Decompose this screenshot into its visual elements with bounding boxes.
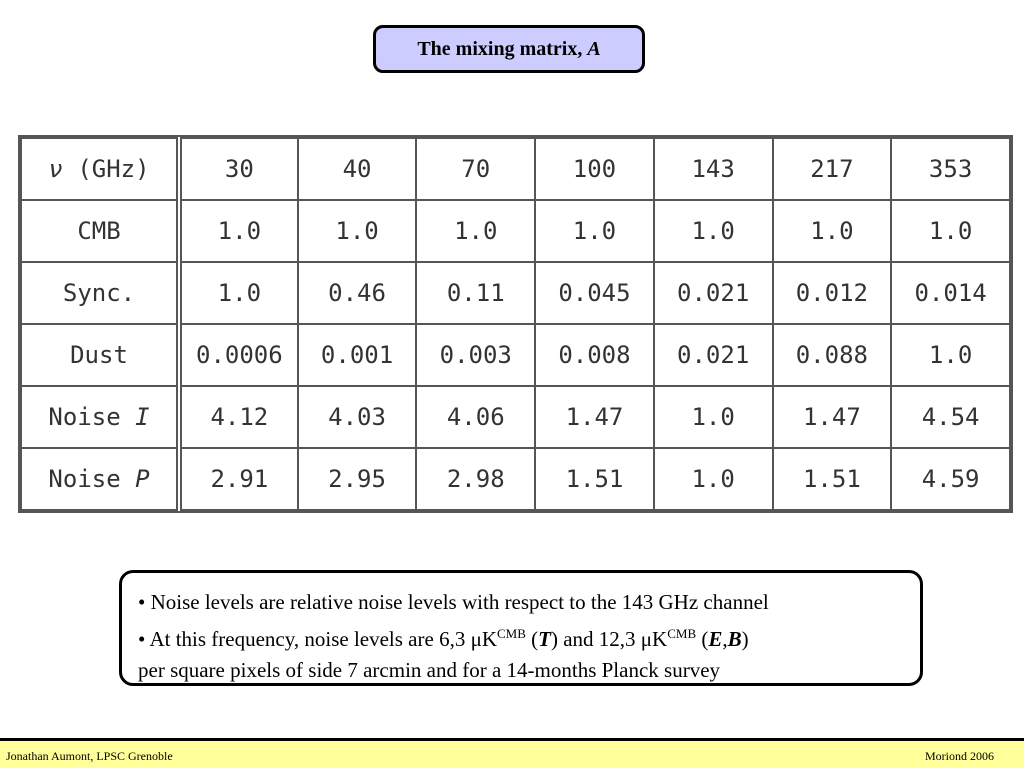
row-label-var: I bbox=[135, 403, 150, 431]
table-cell: 0.008 bbox=[535, 324, 654, 386]
slide-title-symbol: A bbox=[587, 37, 601, 60]
note-line-2-a: • At this frequency, noise levels are 6,3 μK bbox=[138, 627, 497, 651]
frequency-cell: 40 bbox=[298, 138, 417, 200]
table-cell: 0.11 bbox=[416, 262, 535, 324]
table-cell: 4.59 bbox=[891, 448, 1010, 510]
table-cell: 0.045 bbox=[535, 262, 654, 324]
table-cell: 0.003 bbox=[416, 324, 535, 386]
frequency-cell: 143 bbox=[654, 138, 773, 200]
note-line-2-e: ) bbox=[741, 627, 749, 651]
table-cell: 4.54 bbox=[891, 386, 1010, 448]
table-cell: 1.0 bbox=[891, 200, 1010, 262]
note-line-3: per square pixels of side 7 arcmin and for a 14-months Planck survey bbox=[138, 658, 721, 682]
row-label: CMB bbox=[77, 217, 121, 245]
note-line-2-c: ) and 12,3 μK bbox=[550, 627, 668, 651]
row-label: Noise bbox=[48, 403, 136, 431]
slide-title-text: The mixing matrix, bbox=[417, 37, 583, 60]
frequency-cell: 217 bbox=[773, 138, 892, 200]
table-cell: 2.95 bbox=[298, 448, 417, 510]
frequency-cell: 353 bbox=[891, 138, 1010, 200]
footer-event: Moriond 2006 bbox=[925, 749, 994, 763]
table-cell: 0.001 bbox=[298, 324, 417, 386]
note-symbol-e: E bbox=[708, 627, 723, 651]
note-cmb-superscript-1: CMB bbox=[497, 626, 526, 641]
mixing-matrix-table bbox=[20, 137, 1011, 511]
row-label-var: P bbox=[135, 465, 150, 493]
table-cell: 1.0 bbox=[416, 200, 535, 262]
table-row bbox=[21, 448, 1010, 510]
footer-bar bbox=[0, 738, 1024, 768]
note-line-2 bbox=[138, 618, 904, 655]
table-cell: 0.0006 bbox=[179, 324, 298, 386]
frequency-cell: 70 bbox=[416, 138, 535, 200]
note-symbol-b: B bbox=[727, 627, 742, 651]
header-label-cell bbox=[21, 138, 179, 200]
table-cell: 1.0 bbox=[179, 200, 298, 262]
note-line-1: • Noise levels are relative noise levels with respect to the 143 GHz channel bbox=[138, 590, 769, 614]
table-cell: 4.12 bbox=[179, 386, 298, 448]
table-cell: 0.021 bbox=[654, 324, 773, 386]
header-label-var: ν bbox=[48, 155, 63, 183]
table-row bbox=[21, 200, 1010, 262]
row-label-cell bbox=[21, 262, 179, 324]
table-cell: 1.0 bbox=[179, 262, 298, 324]
note-symbol-t: T bbox=[538, 627, 551, 651]
table-cell: 0.021 bbox=[654, 262, 773, 324]
table-row bbox=[21, 324, 1010, 386]
slide-title bbox=[373, 25, 645, 73]
notes-box bbox=[119, 570, 923, 686]
table-header-row bbox=[21, 138, 1010, 200]
table-cell: 1.0 bbox=[654, 386, 773, 448]
table-cell: 0.088 bbox=[773, 324, 892, 386]
note-line-2-b: ( bbox=[525, 627, 539, 651]
table-cell: 1.51 bbox=[773, 448, 892, 510]
table-row bbox=[21, 262, 1010, 324]
table-cell: 0.012 bbox=[773, 262, 892, 324]
table-cell: 1.47 bbox=[535, 386, 654, 448]
table-cell: 4.06 bbox=[416, 386, 535, 448]
row-label: Dust bbox=[70, 341, 128, 369]
table-cell: 1.47 bbox=[773, 386, 892, 448]
footer-author: Jonathan Aumont, LPSC Grenoble bbox=[6, 749, 173, 763]
table-cell: 4.03 bbox=[298, 386, 417, 448]
frequency-cell: 100 bbox=[535, 138, 654, 200]
table-cell: 2.91 bbox=[179, 448, 298, 510]
table-cell: 1.0 bbox=[654, 448, 773, 510]
note-line-2-d: ( bbox=[696, 627, 709, 651]
row-label-cell bbox=[21, 386, 179, 448]
row-label-cell bbox=[21, 324, 179, 386]
table-cell: 1.51 bbox=[535, 448, 654, 510]
header-label-unit: (GHz) bbox=[62, 155, 150, 183]
row-label-cell bbox=[21, 448, 179, 510]
row-label: Noise bbox=[48, 465, 136, 493]
table-cell: 0.46 bbox=[298, 262, 417, 324]
mixing-matrix-table-container bbox=[20, 137, 1011, 508]
note-cmb-superscript-2: CMB bbox=[667, 626, 697, 641]
table-cell: 1.0 bbox=[654, 200, 773, 262]
note-comma: , bbox=[722, 627, 728, 651]
table-cell: 1.0 bbox=[535, 200, 654, 262]
row-label-cell bbox=[21, 200, 179, 262]
table-cell: 1.0 bbox=[298, 200, 417, 262]
table-cell: 2.98 bbox=[416, 448, 535, 510]
table-cell: 1.0 bbox=[773, 200, 892, 262]
table-cell: 1.0 bbox=[891, 324, 1010, 386]
table-cell: 0.014 bbox=[891, 262, 1010, 324]
table-row bbox=[21, 386, 1010, 448]
row-label: Sync. bbox=[62, 279, 136, 307]
frequency-cell: 30 bbox=[179, 138, 298, 200]
